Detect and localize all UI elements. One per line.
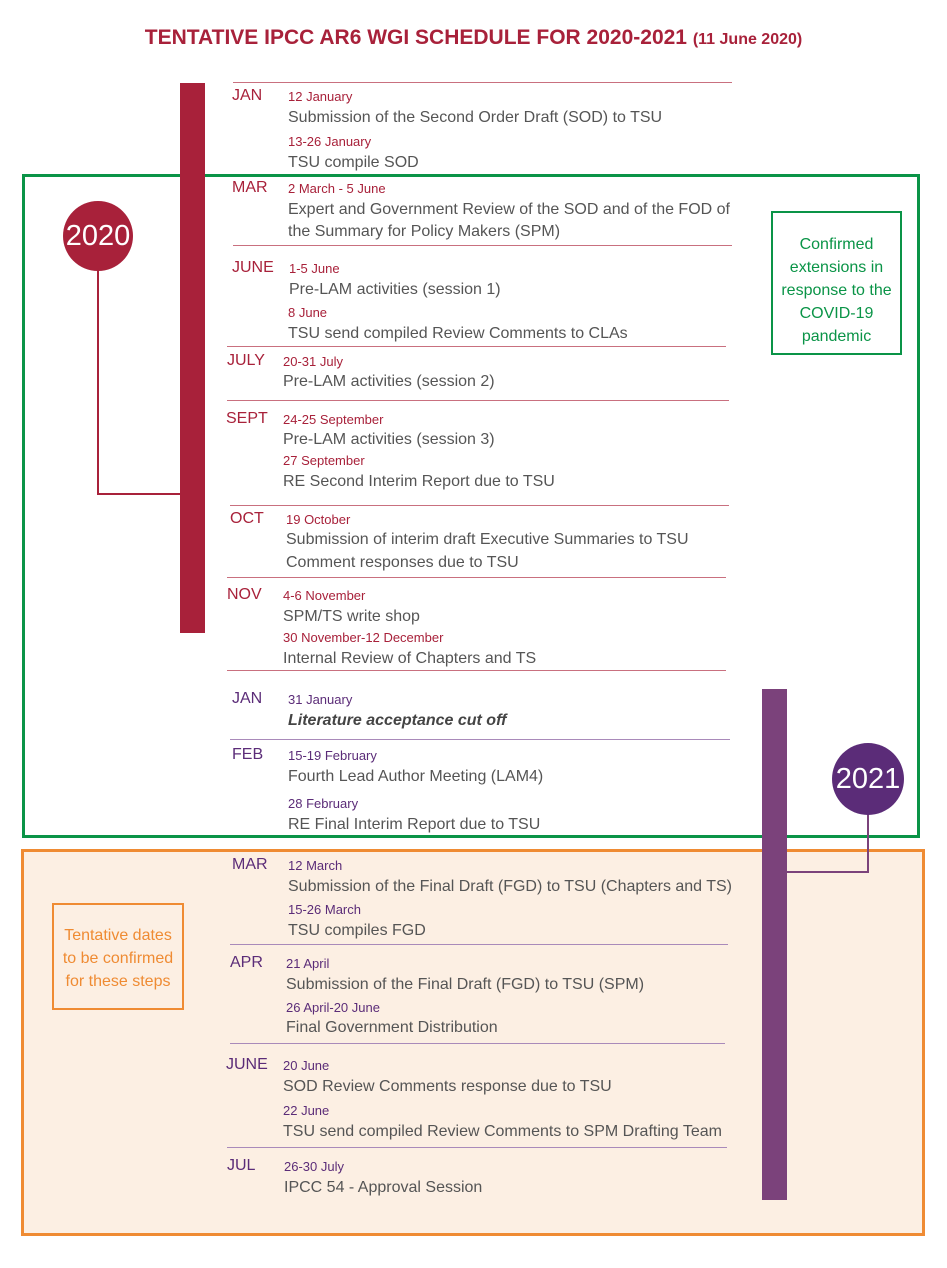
event-description: Submission of the Final Draft (FGD) to TSU (Chapters and TS) [288,878,733,895]
event-description: TSU send compiled Review Comments to CLAs [288,325,628,342]
event-description: Comment responses due to TSU [286,554,519,571]
month-label: JUL [227,1157,256,1174]
event-date: 24-25 September [283,412,384,427]
month-label: JULY [227,352,265,369]
event-date: 20 June [283,1058,330,1073]
event-date: 21 April [286,956,330,971]
month-label: JUNE [226,1056,268,1073]
event-description: SPM/TS write shop [283,608,420,625]
event-description: TSU compiles FGD [288,922,426,939]
event-date: 27 September [283,453,365,468]
confirmed-note-line: Confirmed [799,236,874,253]
event-date: 30 November-12 December [283,630,444,645]
event-description: the Summary for Policy Makers (SPM) [288,223,561,240]
event-description: Submission of the Second Order Draft (SOD) to TSU [288,109,663,126]
divider [230,505,729,506]
event-description: RE Final Interim Report due to TSU [288,816,541,833]
connector-2021-horizontal [786,871,869,873]
tentative-note-line: to be confirmed [62,950,174,967]
confirmed-note-line: pandemic [801,328,872,345]
event-description: Expert and Government Review of the SOD and of the FOD of [288,201,730,218]
event-date: 22 June [283,1103,330,1118]
event-description: Submission of interim draft Executive Summaries to TSU [286,531,689,548]
page-title [0,26,947,50]
event-date: 28 February [288,796,359,811]
tentative-note-line: for these steps [65,973,171,990]
month-label: MAR [232,179,268,196]
divider [227,400,729,401]
event-description: Submission of the Final Draft (FGD) to TSU (SPM) [286,976,645,993]
event-description: Pre-LAM activities (session 3) [283,431,495,448]
event-description: TSU compile SOD [288,154,419,171]
confirmed-note [771,211,902,355]
event-description: IPCC 54 - Approval Session [284,1179,483,1196]
year-badge-2021: 2021 [832,743,904,815]
divider [230,739,730,740]
year-badge-2020: 2020 [63,201,133,271]
event-date: 20-31 July [283,354,343,369]
event-description: RE Second Interim Report due to TSU [283,473,555,490]
connector-2020-horizontal [97,493,181,495]
divider [230,1043,725,1044]
month-label: MAR [232,856,268,873]
event-description: Pre-LAM activities (session 2) [283,373,495,390]
event-description: Pre-LAM activities (session 1) [289,281,501,298]
month-label: OCT [230,510,264,527]
event-description: Fourth Lead Author Meeting (LAM4) [288,768,544,785]
timeline-bar-2020 [180,83,205,633]
divider [227,346,726,347]
confirmed-note-line: extensions in [789,259,884,276]
event-description: Literature acceptance cut off [288,712,507,729]
divider [233,245,732,246]
event-date: 12 March [288,858,343,873]
confirmed-note-line: response to the [781,282,892,299]
event-date: 15-26 March [288,902,361,917]
event-description: Final Government Distribution [286,1019,498,1036]
event-date: 12 January [288,89,353,104]
event-date: 19 October [286,512,351,527]
confirmed-note-line: COVID-19 [799,305,874,322]
tentative-note [52,903,184,1010]
event-date: 1-5 June [289,261,340,276]
event-date: 26 April-20 June [286,1000,380,1015]
divider [233,82,732,83]
divider [227,577,726,578]
event-date: 15-19 February [288,748,377,763]
connector-2020-vertical [97,270,99,495]
event-description: TSU send compiled Review Comments to SPM Drafting Team [283,1123,722,1140]
event-date: 13-26 January [288,134,372,149]
event-date: 26-30 July [284,1159,344,1174]
tentative-note-line: Tentative dates [64,927,172,944]
month-label: JUNE [232,259,274,276]
event-date: 4-6 November [283,588,366,603]
divider [227,1147,727,1148]
divider [230,944,728,945]
month-label: SEPT [226,410,268,427]
month-label: NOV [227,586,262,603]
event-date: 8 June [288,305,328,320]
month-label: APR [230,954,263,971]
event-date: 2 March - 5 June [288,181,386,196]
divider [227,670,726,671]
month-label: FEB [232,746,264,763]
connector-2021-vertical [867,814,869,873]
timeline-bar-2021 [762,689,787,1200]
title-date: (11 June 2020) [692,31,803,48]
title-main: TENTATIVE IPCC AR6 WGI SCHEDULE FOR 2020-2021 [144,26,687,49]
event-description: SOD Review Comments response due to TSU [283,1078,612,1095]
month-label: JAN [232,87,263,104]
event-date: 31 January [288,692,353,707]
event-description: Internal Review of Chapters and TS [283,650,537,667]
month-label: JAN [232,690,263,707]
